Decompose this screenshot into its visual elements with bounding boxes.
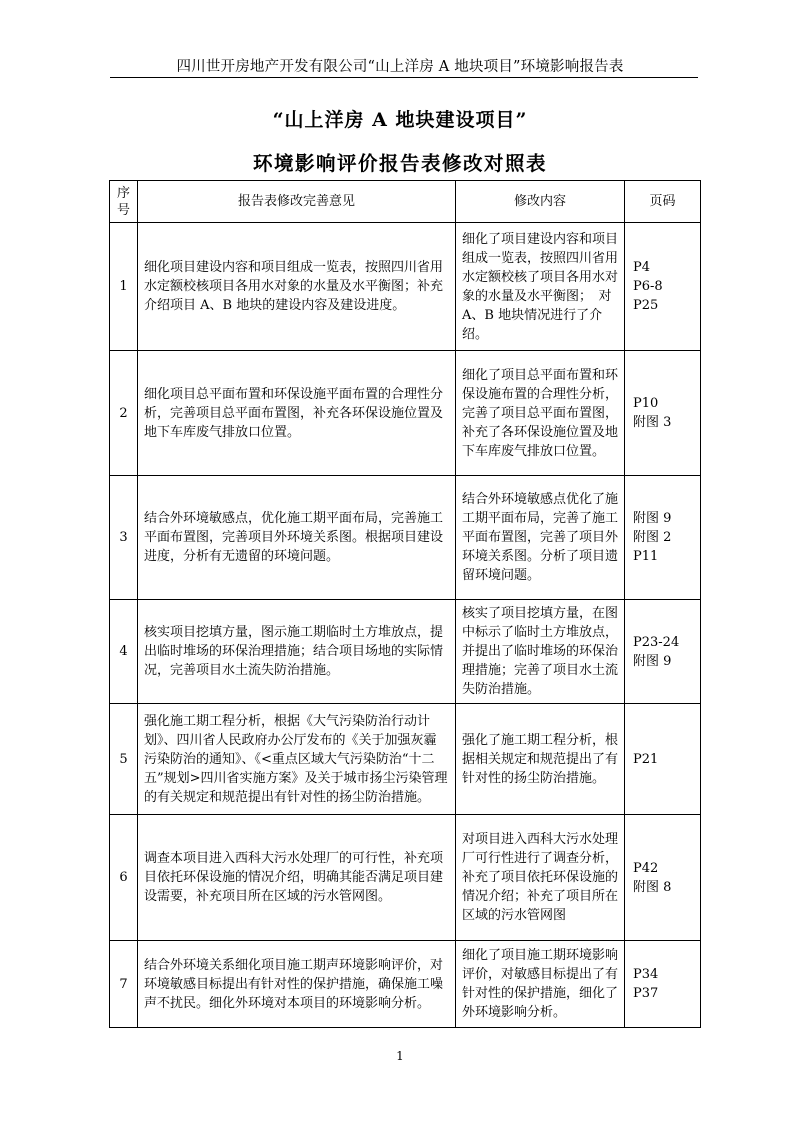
row-number: 5	[110, 704, 138, 815]
revision-change: 细化了项目施工期环境影响评价，对敏感目标提出了有针对性的保护措施，细化了外环境影响分析。	[456, 941, 625, 1028]
revision-opinion: 强化施工期工程分析，根据《大气污染防治行动计划》、四川省人民政府办公厅发布的《关于加强灰霾污染防治的通知》、《<重点区域大气污染防治“十二五”规划>四川省实施方案》及关于城市扬尘污染管理的有关规定和规范提出有针对性的扬尘防治措施。	[138, 704, 456, 815]
page-references	[625, 600, 701, 704]
page-references	[625, 351, 701, 476]
document-subtitle: 环境影响评价报告表修改对照表	[252, 152, 547, 175]
page-references	[625, 704, 701, 815]
header-rule	[110, 77, 698, 78]
revision-change: 核实了项目挖填方量，在图中标示了临时土方堆放点，并提出了临时堆场的环保治理措施；完善了项目水土流失防治措施。	[456, 600, 625, 704]
revision-change: 细化了项目建设内容和项目组成一览表，按照四川省用水定额校核了项目各用水对象的水量及水平衡图； 对 A、B 地块情况进行了介绍。	[456, 223, 625, 351]
table-row	[110, 704, 701, 815]
page-references	[625, 815, 701, 941]
page-reference: P11	[633, 549, 659, 564]
table-row	[110, 600, 701, 704]
page-reference: P23-24	[633, 634, 680, 650]
revision-opinion: 结合外环境敏感点，优化施工期平面布局，完善施工平面布置图，完善项目外环境关系图。根据项目建设进度，分析有无遗留的环境问题。	[138, 476, 456, 600]
page-reference: 附图 8	[633, 879, 672, 895]
row-number: 3	[110, 476, 138, 600]
table-row	[110, 941, 701, 1028]
revision-change: 强化了施工期工程分析，根据相关规定和规范提出了有针对性的扬尘防治措施。	[456, 704, 625, 815]
row-number: 1	[110, 223, 138, 351]
page-reference: 附图 3	[633, 415, 672, 430]
page-reference: P25	[633, 298, 659, 313]
table-row	[110, 815, 701, 941]
revision-opinion: 核实项目挖填方量，图示施工期临时土方堆放点，提出临时堆场的环保治理措施；结合项目场地的实际情况，完善项目水土流失防治措施。	[138, 600, 456, 704]
table-row	[110, 476, 701, 600]
table-row	[110, 223, 701, 351]
column-header-opinion: 报告表修改完善意见	[138, 181, 456, 223]
page-reference: P42	[633, 860, 659, 876]
page-reference: 附图 9	[633, 653, 672, 669]
revision-change: 细化了项目总平面布置和环保设施布置的合理性分析，完善了项目总平面布置图，补充了各环保设施位置及地下车库废气排放口位置。	[456, 351, 625, 476]
page-reference: 附图 9	[633, 511, 672, 526]
revision-table	[109, 180, 701, 1028]
column-header-change: 修改内容	[456, 181, 625, 223]
table-row	[110, 351, 701, 476]
page-reference: 附图 2	[633, 530, 672, 545]
document-title: “山上洋房 A 地块建设项目”	[272, 109, 528, 131]
column-header-page: 页码	[625, 181, 701, 223]
page-references	[625, 476, 701, 600]
page-reference: P34	[633, 967, 659, 982]
page-reference: P37	[633, 986, 659, 1001]
table-header-row	[110, 181, 701, 223]
page-reference: P4	[633, 260, 651, 275]
revision-opinion: 结合外环境关系细化项目施工期声环境影响评价，对环境敏感目标提出有针对性的保护措施，确保施工噪声不扰民。细化外环境对本项目的环境影响分析。	[138, 941, 456, 1028]
page-reference: P21	[633, 751, 659, 767]
revision-opinion: 调查本项目进入西科大污水处理厂的可行性，补充项目依托环保设施的情况介绍，明确其能否满足项目建设需要，补充项目所在区域的污水管网图。	[138, 815, 456, 941]
revision-opinion: 细化项目建设内容和项目组成一览表，按照四川省用水定额校核项目各用水对象的水量及水平衡图；补充介绍项目 A、B 地块的建设内容及建设进度。	[138, 223, 456, 351]
page-references	[625, 223, 701, 351]
row-number: 6	[110, 815, 138, 941]
page-reference: P10	[633, 396, 659, 411]
revision-change: 结合外环境敏感点优化了施工期平面布局，完善了施工平面布置图，完善了项目外环境关系图。分析了项目遗留环境问题。	[456, 476, 625, 600]
revision-change: 对项目进入西科大污水处理厂可行性进行了调查分析，补充了项目依托环保设施的情况介绍；补充了项目所在区域的污水管网图	[456, 815, 625, 941]
running-header: 四川世开房地产开发有限公司“山上洋房 A 地块项目”环境影响报告表	[176, 59, 624, 75]
row-number: 4	[110, 600, 138, 704]
page-references	[625, 941, 701, 1028]
page-number: 1	[396, 1049, 404, 1063]
row-number: 7	[110, 941, 138, 1028]
page-reference: P6-8	[633, 279, 663, 294]
revision-opinion: 细化项目总平面布置和环保设施平面布置的合理性分析，完善项目总平面布置图，补充各环保设施位置及地下车库废气排放口位置。	[138, 351, 456, 476]
column-header-number: 序号	[110, 181, 138, 223]
row-number: 2	[110, 351, 138, 476]
